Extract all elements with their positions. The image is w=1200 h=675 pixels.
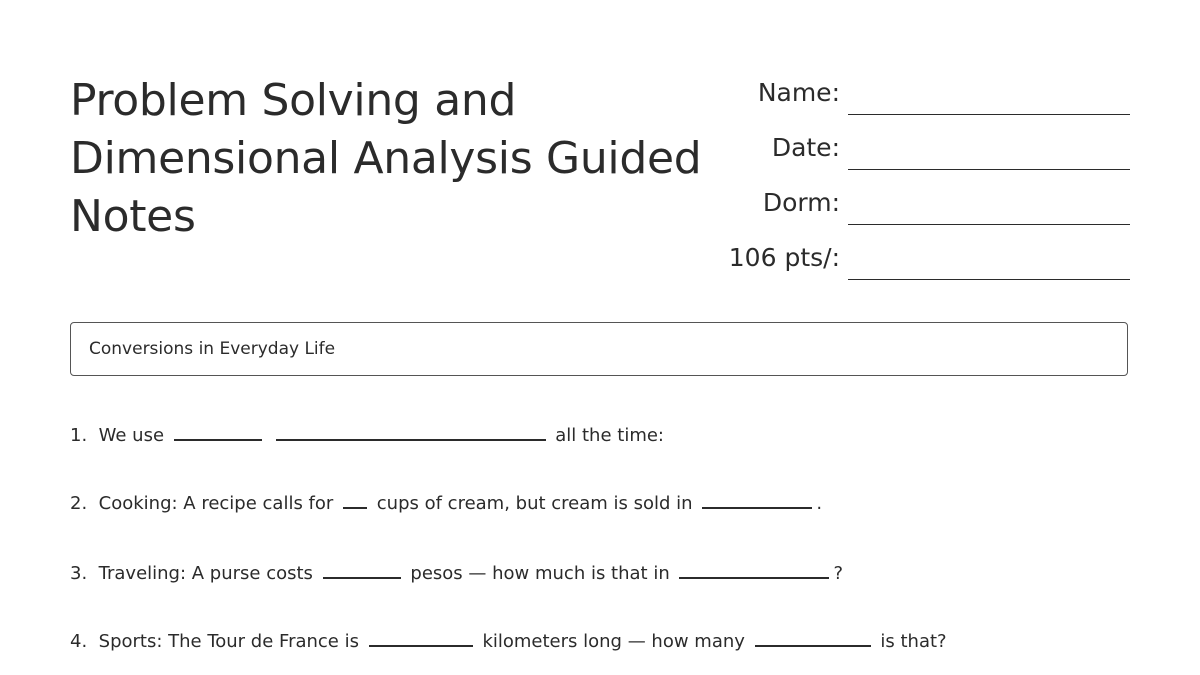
title-line-2: Dimensional Analysis Guided (70, 133, 702, 184)
list-item-2 (70, 489, 822, 517)
item-text: pesos — how much is that in (410, 563, 670, 584)
item-text: Sports: The Tour de France is (98, 631, 359, 652)
student-info-fields (700, 76, 1132, 296)
item-text: Traveling: A purse costs (98, 563, 313, 584)
item-text: We use (98, 425, 165, 446)
item-text: kilometers long — how many (482, 631, 745, 652)
item-number: 4. (70, 631, 88, 652)
item-text: Cooking: A recipe calls for (98, 493, 334, 514)
answer-blank[interactable] (343, 489, 367, 509)
answer-blank[interactable] (702, 489, 812, 509)
list-item-3 (70, 559, 843, 587)
name-label: Name: (757, 78, 840, 107)
title-line-3: Notes (70, 191, 196, 242)
item-text: cups of cream, but cream is sold in (376, 493, 693, 514)
answer-blank[interactable] (276, 421, 546, 441)
item-text: . (816, 493, 823, 514)
answer-blank[interactable] (679, 559, 829, 579)
item-number: 1. (70, 425, 88, 446)
item-number: 3. (70, 563, 88, 584)
list-item-1 (70, 421, 664, 449)
date-blank[interactable] (848, 169, 1130, 170)
points-blank[interactable] (848, 279, 1130, 280)
item-text: is that? (880, 631, 947, 652)
item-text: all the time: (555, 425, 664, 446)
page-title (70, 72, 730, 246)
dorm-label: Dorm: (762, 188, 840, 217)
answer-blank[interactable] (369, 627, 473, 647)
name-field (700, 76, 1132, 131)
title-line-1: Problem Solving and (70, 75, 517, 126)
answer-blank[interactable] (174, 421, 262, 441)
date-label: Date: (771, 133, 840, 162)
points-label: 106 pts/: (728, 243, 840, 272)
section-header-box (70, 322, 1128, 376)
name-blank[interactable] (848, 114, 1130, 115)
section-title: Conversions in Everyday Life (89, 339, 336, 359)
dorm-field (700, 186, 1132, 241)
points-field (700, 241, 1132, 296)
item-text: ? (833, 563, 844, 584)
item-number: 2. (70, 493, 88, 514)
list-item-4 (70, 627, 947, 655)
answer-blank[interactable] (755, 627, 871, 647)
answer-blank[interactable] (323, 559, 401, 579)
dorm-blank[interactable] (848, 224, 1130, 225)
date-field (700, 131, 1132, 186)
